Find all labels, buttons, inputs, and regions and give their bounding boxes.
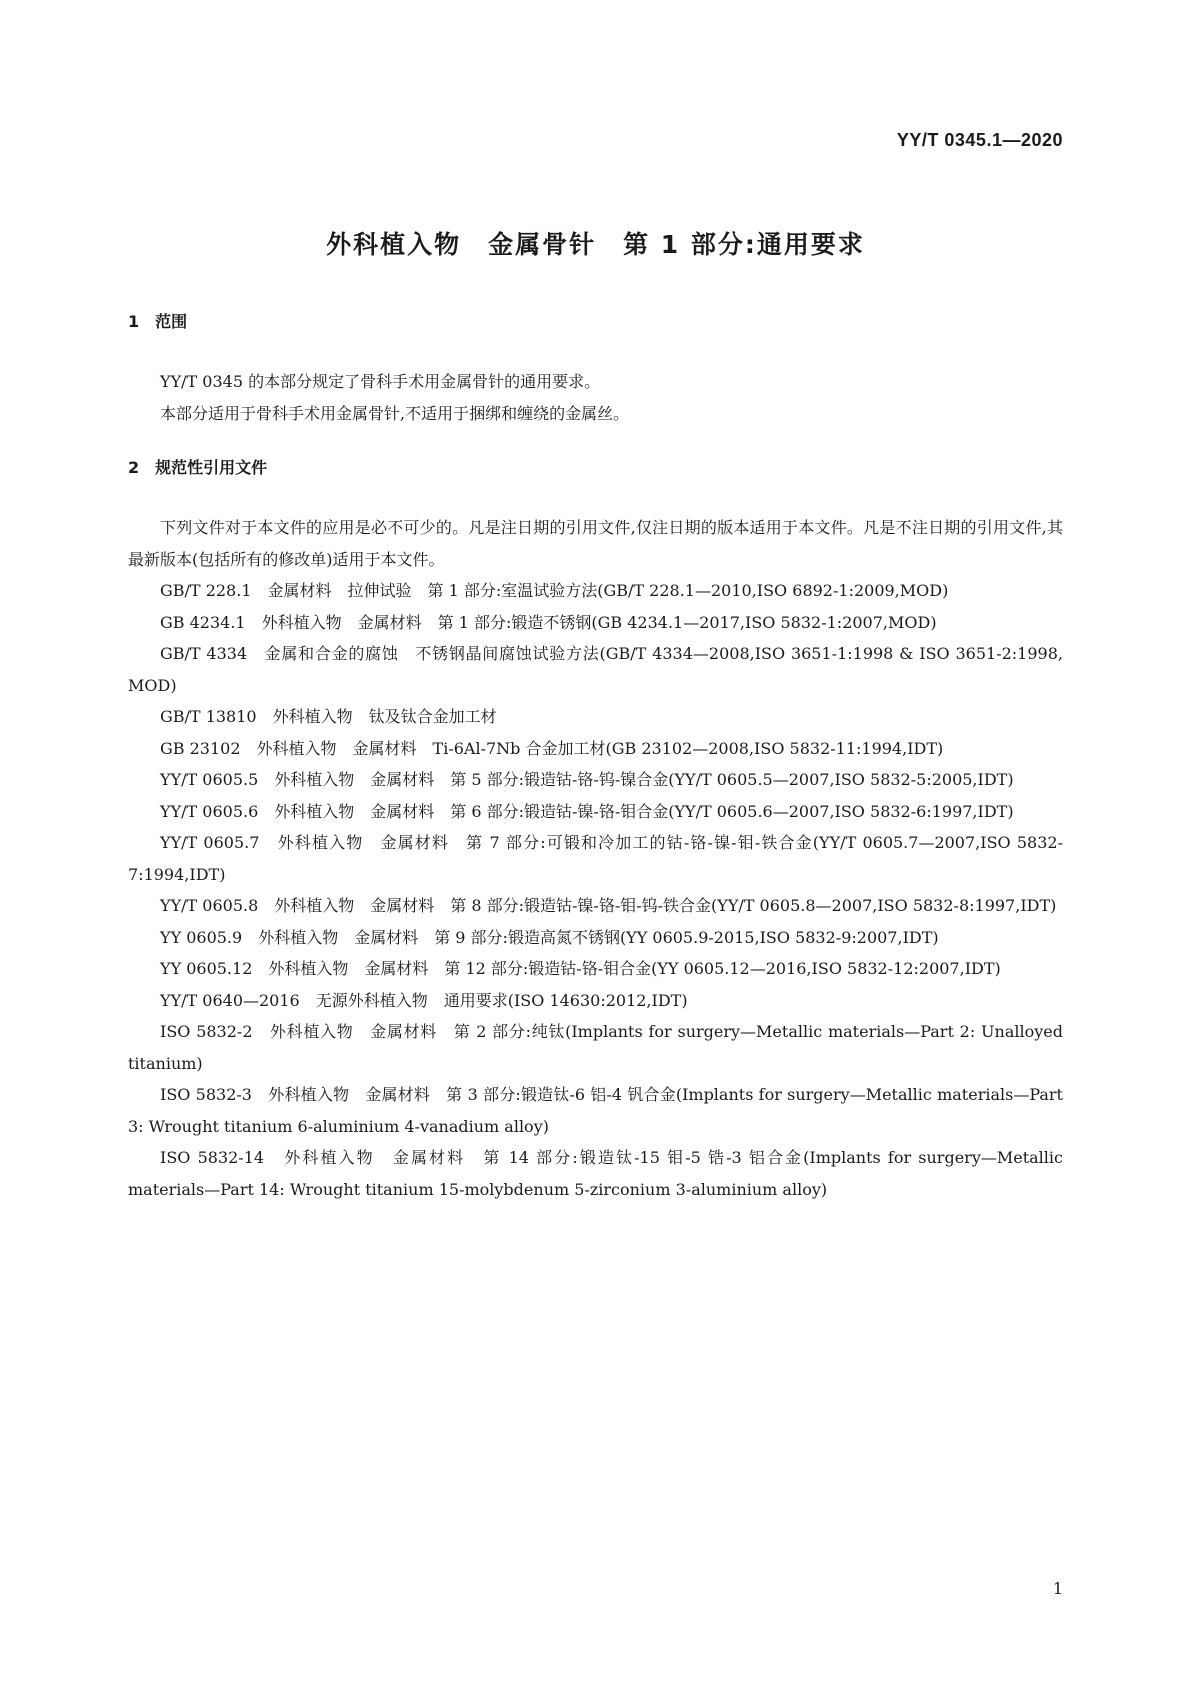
reference-item: YY/T 0605.6 外科植入物 金属材料 第 6 部分:锻造钴-镍-铬-钼合金(YY/T 0605.6—2007,ISO 5832-6:1997,IDT) xyxy=(160,801,1014,821)
scope-paragraph: YY/T 0345 的本部分规定了骨科手术用金属骨针的通用要求。 xyxy=(160,372,601,391)
section-heading-scope: 1 范围 xyxy=(128,312,188,331)
reference-item: GB/T 228.1 金属材料 拉伸试验 第 1 部分:室温试验方法(GB/T 228.1—2010,ISO 6892-1:2009,MOD) xyxy=(160,581,949,600)
reference-item: YY 0605.12 外科植入物 金属材料 第 12 部分:锻造钴-铬-钼合金(YY 0605.12—2016,ISO 5832-12:2007,IDT) xyxy=(160,959,1001,978)
reference-item: ISO 5832-14 外科植入物 金属材料 第 14 部分:锻造钛-15 钼-5 锆-3 铝合金(Implants for surgery—Metallic materials—Part 14: Wrought titanium 15-molybdenum 5-zirconium 3-aluminium alloy) xyxy=(128,1148,1063,1199)
reference-item: GB/T 4334 金属和合金的腐蚀 不锈钢晶间腐蚀试验方法(GB/T 4334—2008,ISO 3651-1:1998 & ISO 3651-2:1998, MOD) xyxy=(128,644,1063,695)
reference-item: YY 0605.9 外科植入物 金属材料 第 9 部分:锻造高氮不锈钢(YY 0605.9-2015,ISO 5832-9:2007,IDT) xyxy=(160,927,939,947)
references-body xyxy=(128,512,1063,1205)
page-number: 1 xyxy=(1052,1579,1063,1598)
reference-item: GB/T 13810 外科植入物 钛及钛合金加工材 xyxy=(160,707,497,726)
reference-item: GB 4234.1 外科植入物 金属材料 第 1 部分:锻造不锈钢(GB 4234.1—2017,ISO 5832-1:2007,MOD) xyxy=(160,612,937,632)
references-intro: 下列文件对于本文件的应用是必不可少的。凡是注日期的引用文件,仅注日期的版本适用于本文件。凡是不注日期的引用文件,其最新版本(包括所有的修改单)适用于本文件。 xyxy=(128,518,1063,569)
reference-item: YY/T 0605.7 外科植入物 金属材料 第 7 部分:可锻和冷加工的钴-铬-镍-钼-铁合金(YY/T 0605.7—2007,ISO 5832-7:1994,IDT) xyxy=(128,833,1063,884)
scope-paragraph: 本部分适用于骨科手术用金属骨针,不适用于捆绑和缠绕的金属丝。 xyxy=(160,403,630,423)
reference-item: YY/T 0605.8 外科植入物 金属材料 第 8 部分:锻造钴-镍-铬-钼-钨-铁合金(YY/T 0605.8—2007,ISO 5832-8:1997,IDT) xyxy=(160,896,1057,915)
reference-item: YY/T 0605.5 外科植入物 金属材料 第 5 部分:锻造钴-铬-钨-镍合金(YY/T 0605.5—2007,ISO 5832-5:2005,IDT) xyxy=(160,770,1014,789)
reference-item: YY/T 0640—2016 无源外科植入物 通用要求(ISO 14630:2012,IDT) xyxy=(160,990,688,1010)
document-title: 外科植入物 金属骨针 第 1 部分:通用要求 xyxy=(326,230,865,259)
reference-item: GB 23102 外科植入物 金属材料 Ti-6Al-7Nb 合金加工材(GB 23102—2008,ISO 5832-11:1994,IDT) xyxy=(160,738,944,758)
section-heading-normative-references: 2 规范性引用文件 xyxy=(128,458,268,477)
reference-item: ISO 5832-2 外科植入物 金属材料 第 2 部分:纯钛(Implants for surgery—Metallic materials—Part 2: Unalloyed titanium) xyxy=(128,1022,1063,1073)
scope-body xyxy=(128,366,1063,429)
standard-code: YY/T 0345.1—2020 xyxy=(896,130,1063,150)
reference-item: ISO 5832-3 外科植入物 金属材料 第 3 部分:锻造钛-6 铝-4 钒合金(Implants for surgery—Metallic materials—Part 3: Wrought titanium 6-aluminium 4-vanadium alloy) xyxy=(128,1085,1063,1136)
